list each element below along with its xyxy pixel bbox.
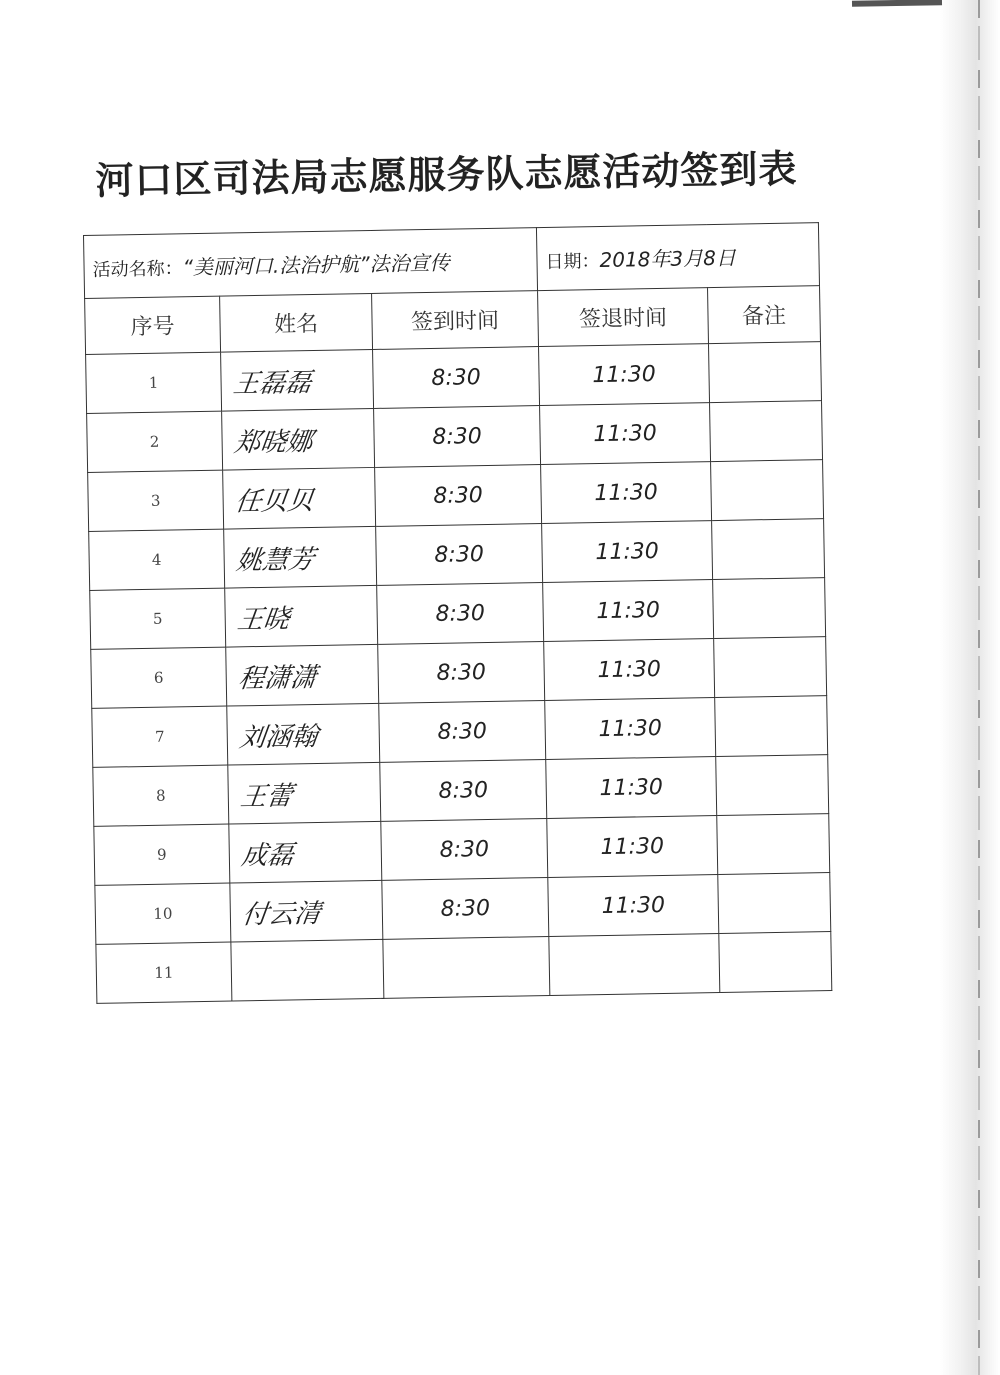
row-sign-out-time-text: 11:30 — [600, 833, 665, 860]
row-sign-in-time — [373, 347, 540, 409]
row-seq — [89, 529, 225, 590]
row-signature — [227, 703, 380, 765]
row-seq-text: 6 — [153, 668, 164, 687]
row-sign-in-time-text: 8:30 — [434, 541, 485, 568]
row-signature-text: 王蕾 — [238, 780, 295, 812]
column-header-note: 备注 — [708, 286, 821, 344]
scan-mark — [852, 0, 942, 7]
column-header-seq: 序号 — [85, 296, 221, 354]
row-sign-in-time — [375, 465, 542, 527]
row-note — [711, 460, 824, 521]
row-sign-out-time — [543, 580, 714, 642]
row-seq — [95, 883, 231, 944]
row-sign-out-time — [546, 757, 717, 819]
document-title: 河口区司法局志愿服务队志愿活动签到表 — [95, 145, 798, 203]
row-sign-in-time-text: 8:30 — [437, 718, 488, 745]
row-seq — [86, 352, 222, 413]
row-sign-out-time — [539, 344, 710, 406]
scan-edge — [940, 0, 1000, 1375]
row-sign-out-time-text: 11:30 — [593, 420, 657, 447]
row-sign-out-time-text: 11:30 — [596, 597, 661, 624]
row-signature-text: 刘涵翰 — [237, 721, 320, 753]
row-signature — [221, 349, 374, 411]
row-seq-text: 3 — [150, 491, 161, 510]
row-sign-out-time-text: 11:30 — [592, 361, 656, 388]
activity-name-cell — [84, 228, 538, 299]
activity-date-value: 2018年3月8日 — [599, 245, 737, 272]
row-sign-out-time — [540, 403, 711, 465]
row-sign-out-time — [544, 639, 715, 701]
activity-date-label: 日期： — [545, 250, 600, 273]
row-seq — [87, 411, 223, 472]
row-seq-text: 7 — [154, 727, 165, 746]
row-sign-out-time — [545, 698, 716, 760]
row-seq-text: 4 — [151, 550, 162, 569]
row-seq — [90, 588, 226, 649]
row-seq-text: 5 — [152, 609, 163, 628]
row-sign-in-time — [377, 583, 544, 645]
row-signature-text: 王晓 — [235, 603, 292, 635]
table-row — [96, 932, 832, 1004]
row-seq — [92, 706, 228, 767]
row-note — [716, 755, 829, 816]
sign-in-table — [83, 222, 832, 1004]
row-sign-out-time-text: 11:30 — [598, 715, 663, 742]
row-seq-text: 1 — [148, 373, 159, 392]
row-sign-out-time-text: 11:30 — [599, 774, 664, 801]
row-note — [710, 401, 823, 462]
activity-date-cell — [536, 223, 819, 291]
row-signature — [223, 467, 376, 529]
row-sign-in-time — [374, 406, 541, 468]
row-note — [714, 637, 827, 698]
row-sign-out-time — [549, 934, 720, 996]
row-signature-text: 姚慧芳 — [234, 544, 317, 576]
row-sign-out-time-text: 11:30 — [595, 538, 660, 565]
row-signature-text: 程潇潇 — [236, 662, 319, 694]
row-sign-out-time — [542, 521, 713, 583]
row-sign-in-time — [381, 818, 548, 880]
row-sign-out-time — [541, 462, 712, 524]
row-note — [712, 519, 825, 580]
sign-in-sheet — [83, 222, 831, 1004]
row-seq-text: 8 — [155, 786, 166, 805]
row-seq — [91, 647, 227, 708]
row-signature — [226, 644, 379, 706]
row-signature-text: 成磊 — [239, 839, 296, 871]
row-sign-in-time-text: 8:30 — [440, 895, 491, 922]
row-sign-in-time-text: 8:30 — [432, 423, 482, 450]
table-body — [86, 342, 832, 1004]
row-sign-in-time-text: 8:30 — [438, 777, 489, 804]
row-sign-in-time-text: 8:30 — [433, 482, 484, 509]
row-sign-in-time — [379, 701, 546, 763]
row-sign-in-time — [380, 760, 547, 822]
column-header-sign-in: 签到时间 — [372, 291, 539, 350]
column-header-sign-out: 签退时间 — [538, 288, 709, 347]
row-note — [717, 814, 830, 875]
row-note — [715, 696, 828, 757]
row-signature — [228, 762, 381, 824]
column-header-name: 姓名 — [220, 293, 373, 352]
activity-name-label: 活动名称： — [92, 257, 183, 281]
row-signature-text: 郑晓娜 — [232, 426, 315, 458]
row-sign-in-time — [382, 877, 549, 939]
row-signature-text: 王磊磊 — [231, 367, 314, 399]
row-sign-in-time-text: 8:30 — [435, 600, 486, 627]
row-sign-in-time — [383, 936, 550, 998]
row-seq — [96, 942, 232, 1003]
row-note — [713, 578, 826, 639]
row-sign-in-time-text: 8:30 — [439, 836, 490, 863]
row-sign-out-time — [548, 875, 719, 937]
row-note — [718, 873, 831, 934]
row-signature-text: 付云清 — [240, 898, 323, 930]
row-signature — [222, 408, 375, 470]
row-sign-in-time-text: 8:30 — [436, 659, 487, 686]
row-note — [719, 932, 832, 993]
row-seq — [88, 470, 224, 531]
row-seq-text: 9 — [156, 845, 167, 864]
row-signature — [231, 939, 384, 1001]
row-seq-text: 10 — [153, 904, 173, 923]
row-signature — [225, 585, 378, 647]
row-sign-in-time — [378, 642, 545, 704]
row-sign-in-time — [376, 524, 543, 586]
row-seq — [94, 824, 230, 885]
row-seq — [93, 765, 229, 826]
row-sign-out-time-text: 11:30 — [601, 892, 666, 919]
row-signature — [230, 880, 383, 942]
row-sign-out-time-text: 11:30 — [597, 656, 662, 683]
row-signature-text: 任贝贝 — [233, 485, 316, 517]
row-sign-in-time-text: 8:30 — [431, 364, 481, 391]
row-seq-text: 11 — [154, 963, 174, 982]
row-signature — [229, 821, 382, 883]
row-sign-out-time — [547, 816, 718, 878]
activity-name-value: “美丽河口.法治护航”法治宣传 — [182, 250, 450, 279]
row-seq-text: 2 — [149, 432, 160, 451]
row-sign-out-time-text: 11:30 — [594, 479, 658, 506]
row-note — [708, 342, 821, 403]
row-signature — [224, 526, 377, 588]
